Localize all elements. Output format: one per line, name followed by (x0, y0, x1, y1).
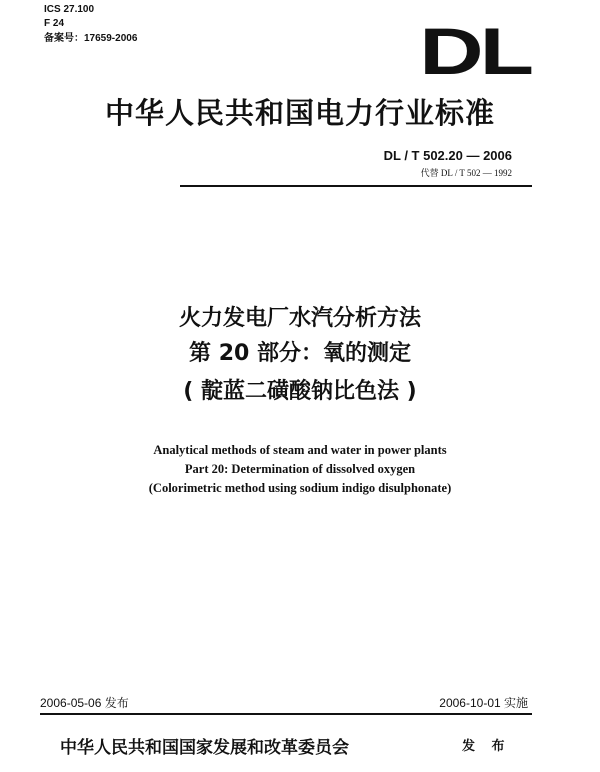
issuing-authority: 中华人民共和国国家发展和改革委员会 (60, 738, 349, 758)
record-number: 备案号：17659-2006 (44, 33, 138, 44)
english-title-line-1: Analytical methods of steam and water in power plants (153, 443, 447, 457)
chinese-title-line-2: 第 20 部分：氧的测定 (189, 341, 411, 366)
publish-label: 发 布 (462, 739, 511, 754)
ics-code: ICS 27.100 (44, 4, 95, 15)
replaces-standard: 代替 DL / T 502 — 1992 (420, 168, 512, 178)
dl-logo: DL (419, 14, 530, 88)
standard-number: DL / T 502.20 — 2006 (383, 148, 512, 163)
standard-category-title: 中华人民共和国电力行业标准 (104, 96, 495, 130)
chinese-title-line-3: ( 靛蓝二磺酸钠比色法 ) (183, 379, 417, 404)
top-divider (180, 185, 532, 187)
bottom-divider (40, 713, 532, 715)
classification-code: F 24 (44, 18, 65, 29)
implementation-date: 2006-10-01 实施 (439, 696, 528, 710)
english-title-line-2: Part 20: Determination of dissolved oxygen (184, 462, 416, 476)
chinese-title-line-1: 火力发电厂水汽分析方法 (178, 306, 421, 331)
issue-date: 2006-05-06 发布 (40, 696, 129, 710)
english-title-line-3: (Colorimetric method using sodium indigo disulphonate) (148, 481, 452, 495)
